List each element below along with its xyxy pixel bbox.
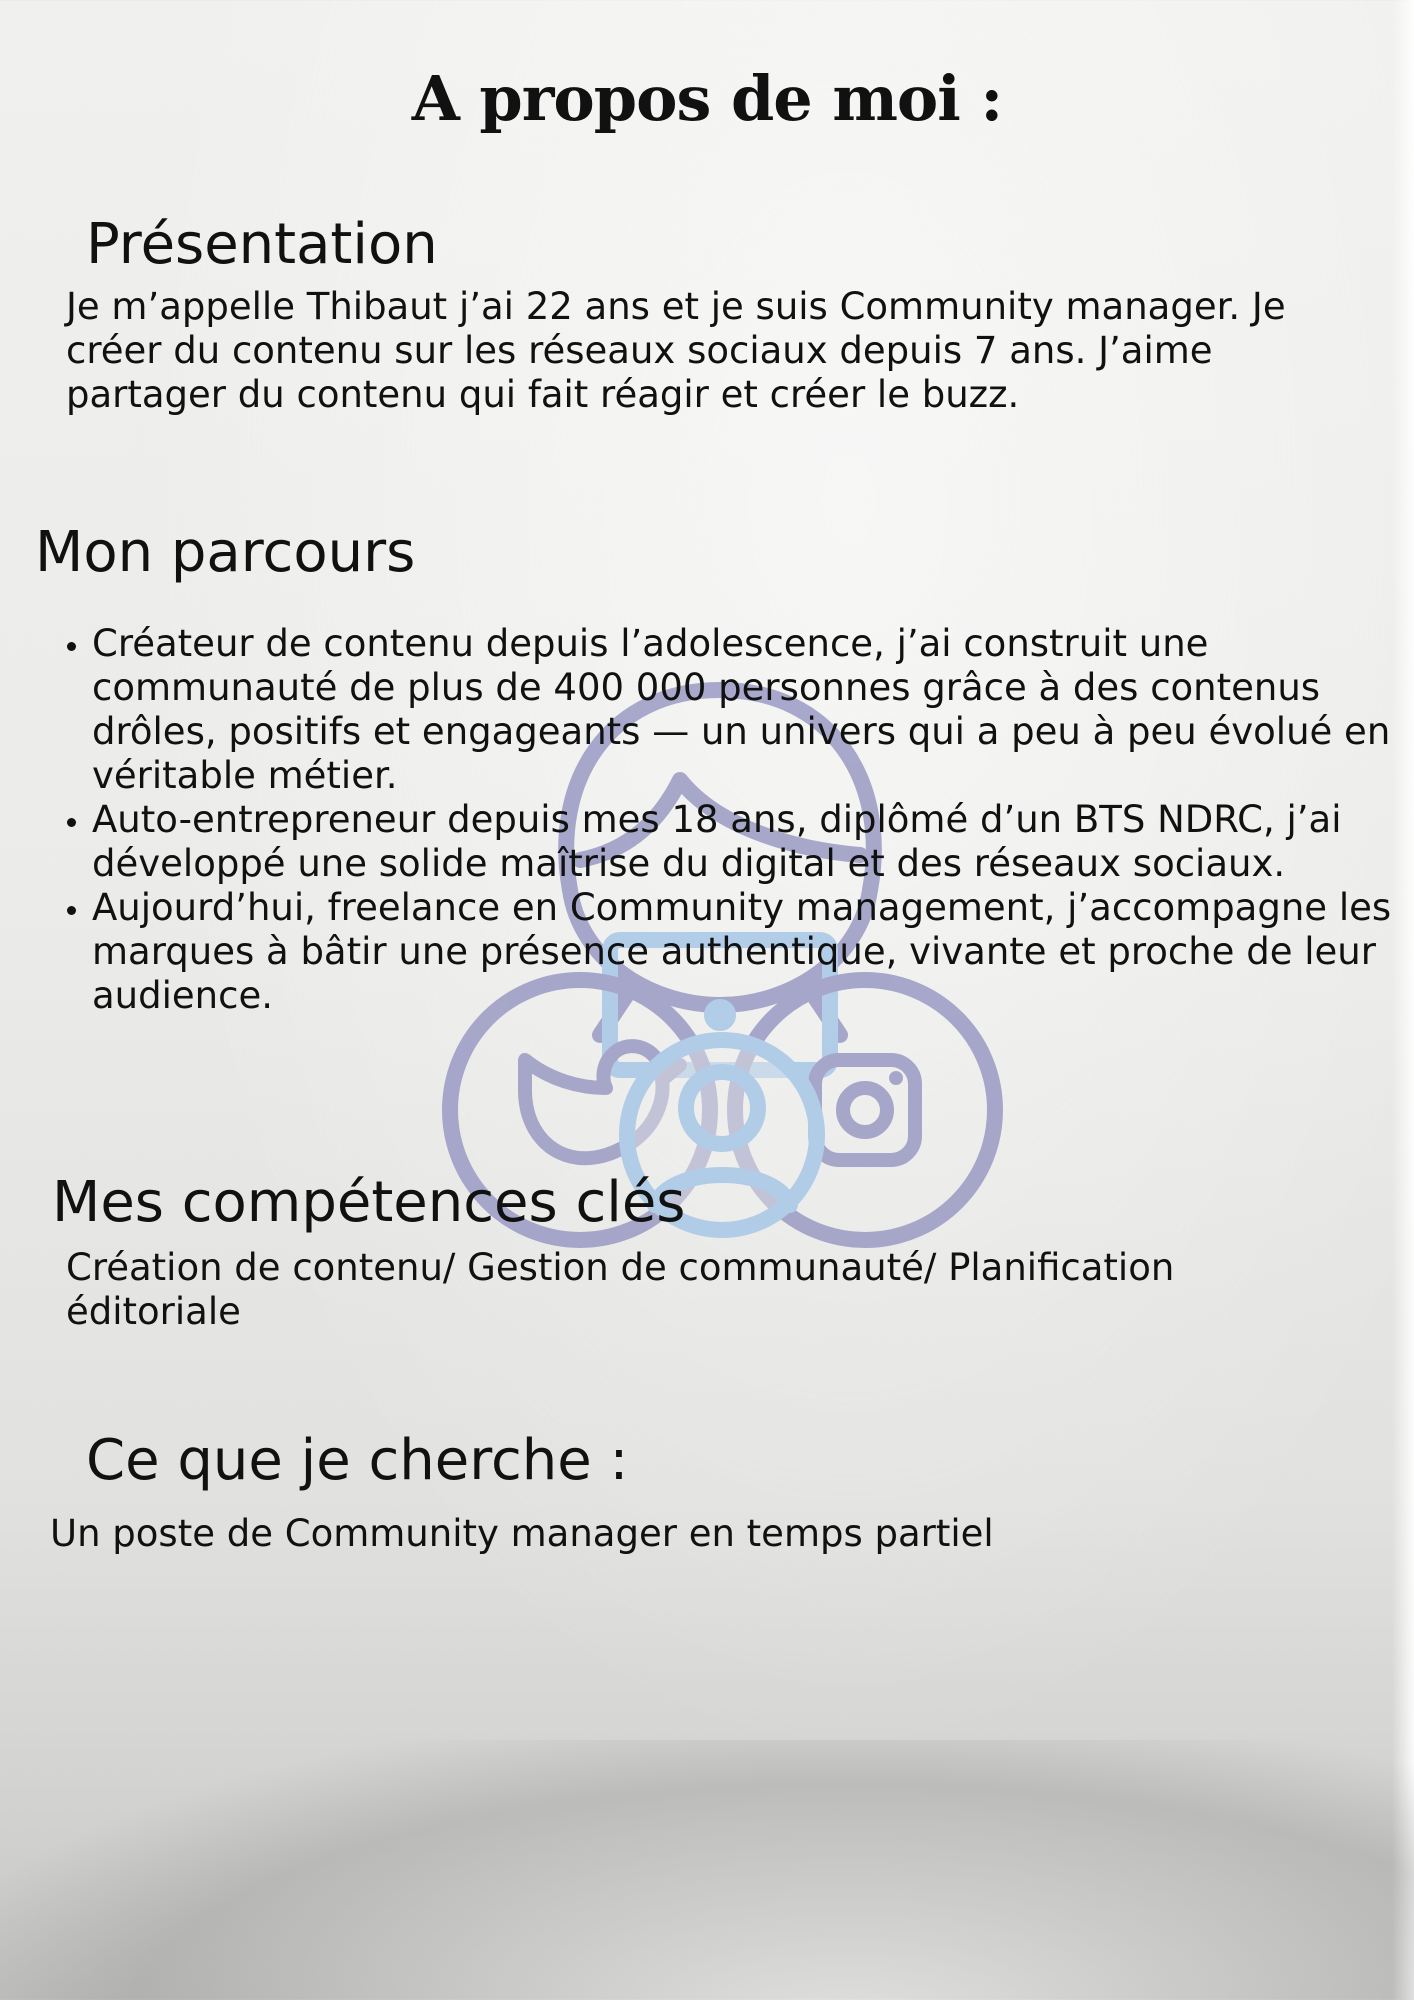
page-shadow xyxy=(0,1740,1414,2000)
heading-competences: Mes compétences clés xyxy=(52,1170,686,1235)
list-item: • Auto-entrepreneur depuis mes 18 ans, diplômé d’un BTS NDRC, j’ai développé une solide maîtrise du digital et des réseaux sociaux. xyxy=(92,798,1414,886)
parcours-list xyxy=(40,622,1414,1018)
heading-presentation: Présentation xyxy=(86,212,438,277)
page-title: A propos de moi : xyxy=(411,62,1003,135)
list-item: • Aujourd’hui, freelance en Community management, j’accompagne les marques à bâtir une présence authentique, vivante et proche de leur audience. xyxy=(92,886,1414,1018)
competences-text: Création de contenu/ Gestion de communauté/ Planification éditoriale xyxy=(66,1246,1175,1333)
presentation-text: Je m’appelle Thibaut j’ai 22 ans et je suis Community manager. Je créer du contenu sur les réseaux sociaux depuis 7 ans. J’aime partager du contenu qui fait réagir et créer le buzz. xyxy=(66,285,1286,416)
cherche-text: Un poste de Community manager en temps partiel xyxy=(50,1512,994,1555)
heading-cherche: Ce que je cherche : xyxy=(86,1428,629,1493)
list-item: • Créateur de contenu depuis l’adolescence, j’ai construit une communauté de plus de 400 000 personnes grâce à des contenus drôles, positifs et engageants — un univers qui a peu à peu évolué en véritable métier. xyxy=(92,622,1414,798)
heading-parcours: Mon parcours xyxy=(35,520,416,585)
